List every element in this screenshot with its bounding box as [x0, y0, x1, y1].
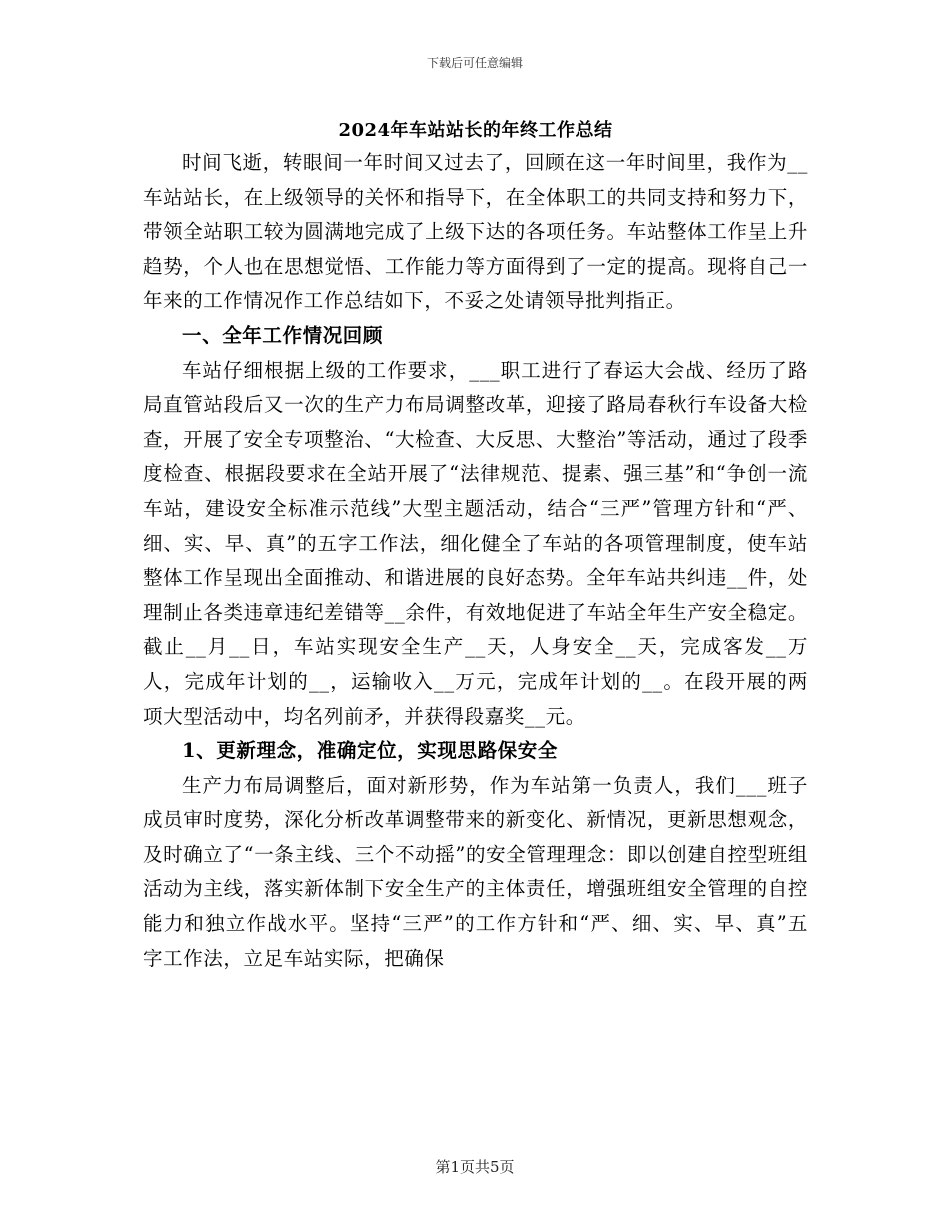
- section-heading-1: 一、全年工作情况回顾: [182, 323, 384, 347]
- subsection-paragraph-1: 生产力布局调整后，面对新形势，作为车站第一负责人，我们___班子成员审时度势，深化分析改革调整带来的新变化、新情况，更新思想观念，及时确立了“一条主线、三个不动摇”的安全管理理念：即以创建自控型班组活动为主线，落实新体制下安全生产的主体责任，增强班组安全管理的自控能力和独立作战水平。坚持“三严”的工作方针和“严、细、实、早、真”五字工作法，立足车站实际，把确保: [143, 773, 808, 970]
- document-title: 2024年车站站长的年终工作总结: [338, 120, 613, 141]
- page-number: 第1页共5页: [435, 1158, 515, 1176]
- page-header-note: 下载后可任意编辑: [426, 56, 523, 70]
- document-body: [143, 116, 808, 976]
- subsection-heading-1: 1、更新理念，准确定位，实现思路保安全: [182, 739, 558, 763]
- intro-paragraph: 时间飞逝，转眼间一年时间又过去了，回顾在这一年时间里，我作为__车站站长，在上级领导的关怀和指导下，在全体职工的共同支持和努力下，带领全站职工较为圆满地完成了上级下达的各项任务。车站整体工作呈上升趋势，个人也在思想觉悟、工作能力等方面得到了一定的提高。现将自己一年来的工作情况作工作总结如下，不妥之处请领导批判指正。: [143, 151, 808, 313]
- section-paragraph-1: 车站仔细根据上级的工作要求，___职工进行了春运大会战、经历了路局直管站段后又一次的生产力布局调整改革，迎接了路局春秋行车设备大检查，开展了安全专项整治、“大检查、大反思、大整治”等活动，通过了段季度检查、根据段要求在全站开展了“法律规范、提素、强三基”和“争创一流车站，建设安全标准示范线”大型主题活动，结合“三严”管理方针和“严、细、实、早、真”的五字工作法，细化健全了车站的各项管理制度，使车站整体工作呈现出全面推动、和谐进展的良好态势。全年车站共纠违__件，处理制止各类违章违纪差错等__余件，有效地促进了车站全年生产安全稳定。截止__月__日，车站实现安全生产__天，人身安全__天，完成客发__万人，完成年计划的__，运输收入__万元，完成年计划的__。在段开展的两项大型活动中，均名列前矛，并获得段嘉奖__元。: [143, 358, 808, 728]
